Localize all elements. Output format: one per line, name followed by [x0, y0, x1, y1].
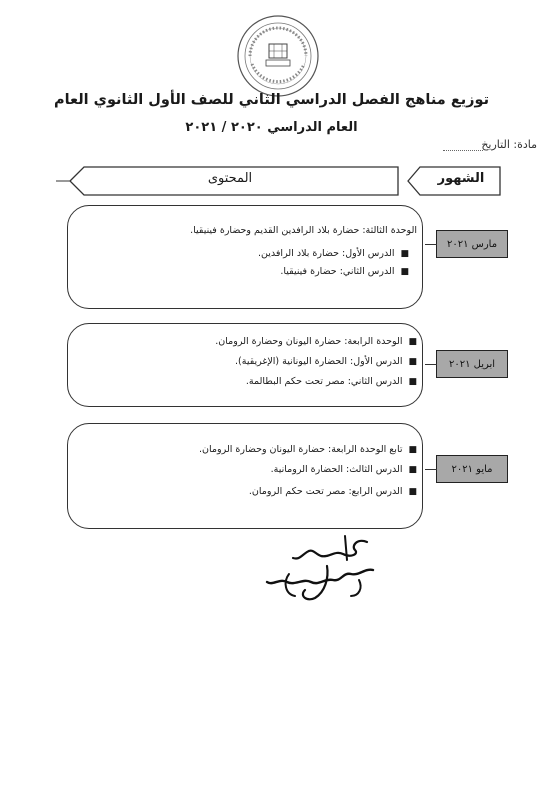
lesson-text: الوحدة الرابعة: حضارة اليونان وحضارة الرومان. — [215, 336, 403, 347]
bullet-icon: ■ — [408, 336, 417, 347]
list-item — [235, 356, 417, 367]
content-header-label: المحتوى — [207, 171, 253, 186]
bullet-icon: ■ — [408, 464, 417, 475]
list-item — [271, 464, 417, 475]
subject-date-label: مادة: التاريخ — [481, 138, 537, 151]
bullet-icon: ■ — [408, 356, 417, 367]
lesson-text: الدرس الثاني: مصر تحت حكم البطالمة. — [245, 376, 403, 387]
handwritten-signature — [255, 530, 400, 610]
document-title: توزيع مناهج الفصل الدراسي الثاني للصف الأول الثانوي العام — [53, 92, 490, 108]
lesson-text: الدرس الثاني: حضارة فينيقيا. — [280, 266, 395, 277]
bullet-icon: ■ — [408, 376, 417, 387]
list-item — [280, 266, 409, 277]
list-item — [215, 336, 417, 347]
lesson-text: الدرس الثالث: الحضارة الرومانية. — [270, 464, 403, 475]
month-tag-april: ابريل ٢٠٢١ — [436, 350, 508, 378]
lesson-text: الدرس الأول: الحضارة اليونانية (الإغريقية). — [235, 356, 403, 367]
list-item — [258, 248, 409, 259]
month-tag-march: مارس ٢٠٢١ — [436, 230, 508, 258]
lesson-text: الدرس الرابع: مصر تحت حكم الرومان. — [248, 486, 403, 497]
ministry-of-education-seal-icon — [236, 14, 320, 98]
academic-year: العام الدراسي ٢٠٢٠ / ٢٠٢١ — [185, 120, 358, 135]
month-content-box-may — [67, 423, 423, 529]
lesson-text: تابع الوحدة الرابعة: حضارة اليونان وحضارة الرومان. — [199, 444, 403, 455]
subject-dotted-line — [443, 150, 483, 151]
unit-title: الوحدة الثالثة: حضارة بلاد الرافدين القديم وحضارة فينيقيا. — [190, 225, 417, 236]
month-tag-may: مايو ٢٠٢١ — [436, 455, 508, 483]
list-item — [249, 486, 417, 497]
months-header-label: الشهور — [437, 171, 485, 186]
lesson-text: الدرس الأول: حضارة بلاد الرافدين. — [258, 248, 395, 259]
list-item — [246, 376, 417, 387]
list-item — [199, 444, 417, 455]
bullet-icon: ■ — [408, 486, 417, 497]
bullet-icon: ■ — [400, 248, 409, 259]
bullet-icon: ■ — [408, 444, 417, 455]
bullet-icon: ■ — [400, 266, 409, 277]
